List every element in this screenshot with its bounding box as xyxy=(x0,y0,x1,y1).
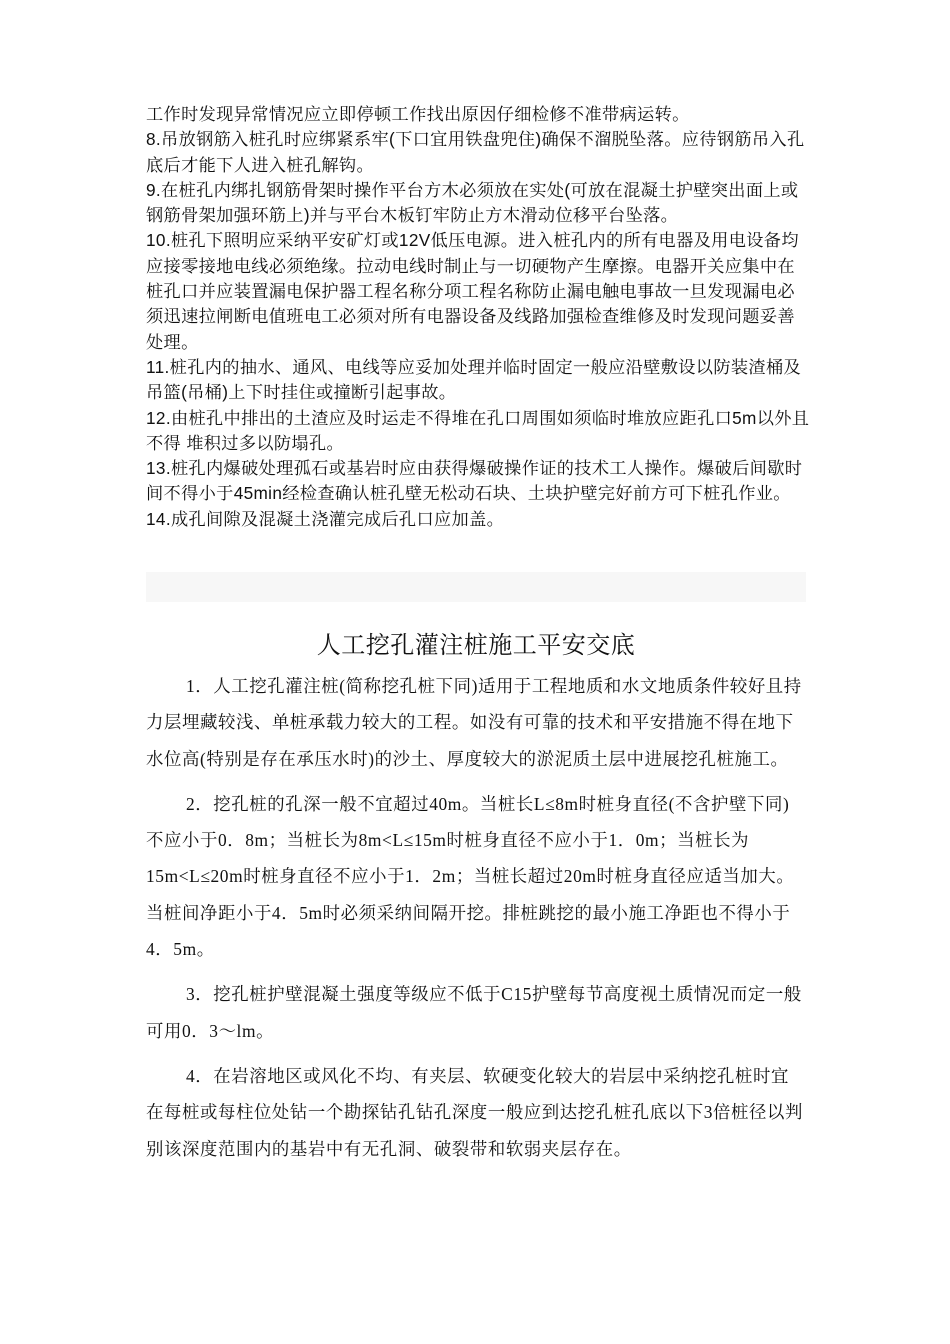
rule-paragraph: 11.桩孔内的抽水、通风、电线等应妥加处理并临时固定一般应沿壁敷设以防装渣桶及吊篮(吊桶)上下时挂住或撞断引起事故。 xyxy=(146,356,802,403)
rule-paragraph: 9.在桩孔内绑扎钢筋骨架时操作平台方木必须放在实处(可放在混凝土护壁突出面上或钢筋骨架加强环筋上)并与平台木板钉牢防止方木滑动位移平台坠落。 xyxy=(146,179,799,226)
rule-paragraph: 14.成孔间隙及混凝土浇灌完成后孔口应加盖。 xyxy=(146,508,505,529)
section-separator xyxy=(146,572,806,602)
body-paragraph: 2．挖孔桩的孔深一般不宜超过40m。当桩长L≤8m时桩身直径(不含护壁下同)不应小于0．8m；当桩长为8m<L≤15m时桩身直径不应小于1．0m；当桩长为15m<L≤20m时桩身直径不应小于1．2m；当桩长超过20m时桩身直径应适当加大。当桩间净距小于4．5m时必须采纳间隔开挖。排桩跳挖的最小施工净距也不得小于4．5m。 xyxy=(146,793,795,960)
page-title: 人工挖孔灌注桩施工平安交底 xyxy=(316,633,636,659)
rule-paragraph: 13.桩孔内爆破处理孤石或基岩时应由获得爆破操作证的技术工人操作。爆破后间歇时间不得小于45min经检查确认桩孔壁无松动石块、土块护壁完好前方可下桩孔作业。 xyxy=(146,458,803,504)
body-paragraph: 3．挖孔桩护壁混凝土强度等级应不低于C15护壁每节高度视土质情况而定一般可用0．3～lm。 xyxy=(146,984,802,1041)
body-paragraph: 1．人工挖孔灌注桩(简称挖孔桩下同)适用于工程地质和水文地质条件较好且持力层埋藏较浅、单桩承载力较大的工程。如没有可靠的技术和平安措施不得在地下水位高(特别是存在承压水时)的沙土、厚度较大的淤泥质土层中进展挖孔桩施工。 xyxy=(146,676,802,769)
body-paragraph: 4．在岩溶地区或风化不均、有夹层、软硬变化较大的岩层中采纳挖孔桩时宜在每桩或每柱位处钻一个勘探钻孔钻孔深度一般应到达挖孔桩孔底以下3倍桩径以判别该深度范围内的基岩中有无孔洞、破裂带和软弱夹层存在。 xyxy=(146,1065,803,1159)
rule-paragraph: 10.桩孔下照明应采纳平安矿灯或12V低压电源。进入桩孔内的所有电器及用电设备均应接零接地电线必须绝缘。拉动电线时制止与一切硬物产生摩擦。电器开关应集中在桩孔口并应装置漏电保护器工程名称分项工程名称防止漏电触电事故一旦发现漏电必须迅速拉闸断电值班电工必须对所有电器设备及线路加强检查维修及时发现问题妥善处理。 xyxy=(146,230,799,352)
rule-paragraph: 8.吊放钢筋入桩孔时应绑紧系牢(下口宜用铁盘兜住)确保不溜脱坠落。应待钢筋吊入孔底后才能下人进入桩孔解钩。 xyxy=(146,129,805,175)
safety-rules-continued xyxy=(146,102,810,532)
rule-paragraph: 工作时发现异常情况应立即停顿工作找出原因仔细检修不准带病运转。 xyxy=(146,104,690,124)
main-body xyxy=(146,668,806,1176)
rule-paragraph: 12.由桩孔中排出的土渣应及时运走不得堆在孔口周围如须临时堆放应距孔口5m以外且不得 堆积过多以防塌孔。 xyxy=(146,407,810,453)
